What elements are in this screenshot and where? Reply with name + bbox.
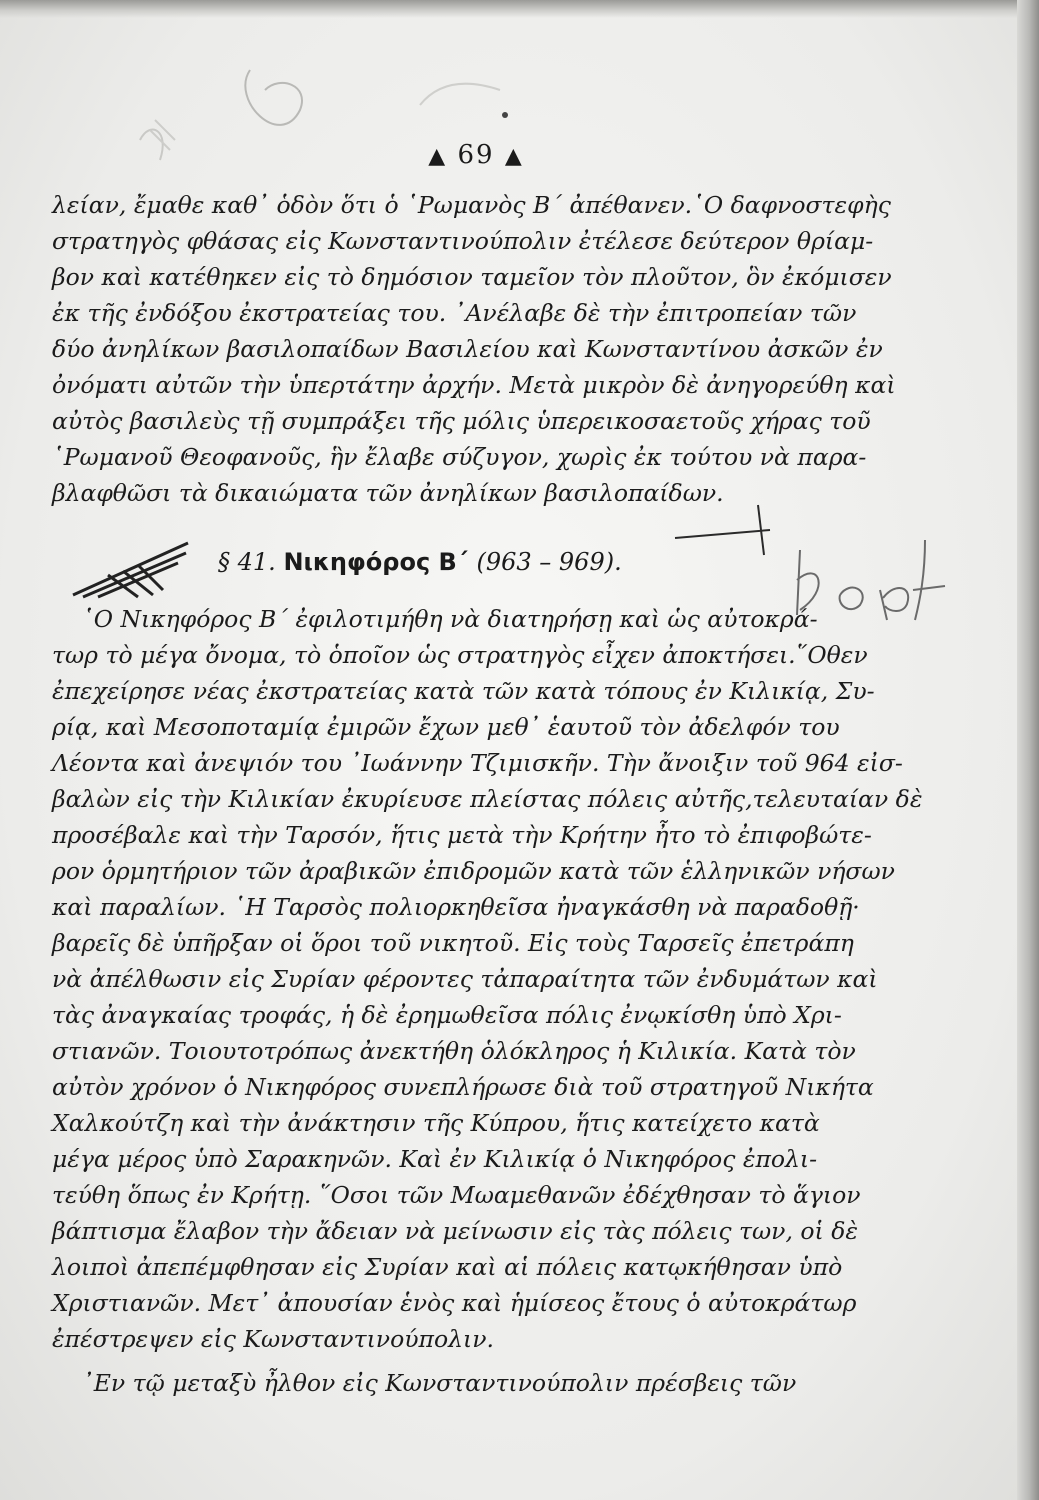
section-heading xyxy=(218,548,622,576)
text-line: καὶ παραλίων. ῾Η Ταρσὸς πολιορκηθεῖσα ἠναγκάσθη νὰ παραδοθῇ· xyxy=(52,893,860,921)
section-years: (963 – 969). xyxy=(476,548,622,576)
text-line: βον καὶ κατέθηκεν εἰς τὸ δημόσιον ταμεῖον τὸν πλοῦτον, ὃν ἐκόμισεν xyxy=(52,263,892,291)
page-number xyxy=(428,140,524,170)
text-line: ἐπέστρεψεν εἰς Κωνσταντινούπολιν. xyxy=(52,1325,494,1353)
text-line: βάπτισμα ἔλαβον τὴν ἄδειαν νὰ μείνωσιν εἰς τὰς πόλεις των, οἱ δὲ xyxy=(52,1217,858,1245)
page-top-edge-shadow xyxy=(0,0,1039,18)
text-line: τεύθη ὅπως ἐν Κρήτῃ. ῞Οσοι τῶν Μωαμεθανῶν ἐδέχθησαν τὸ ἅγιον xyxy=(52,1181,861,1209)
triangle-ornament-right: ▲ xyxy=(504,144,524,169)
text-line: βαλὼν εἰς τὴν Κιλικίαν ἐκυρίευσε πλείστας πόλεις αὐτῆς,τελευταίαν δὲ xyxy=(52,785,923,813)
text-line: προσέβαλε καὶ τὴν Ταρσόν, ἥτις μετὰ τὴν Κρήτην ἦτο τὸ ἐπιφοβώτε- xyxy=(52,821,872,849)
text-line: ρίᾳ, καὶ Μεσοποταμίᾳ ἐμιρῶν ἔχων μεθ᾽ ἑαυτοῦ τὸν ἀδελφόν του xyxy=(52,713,840,741)
pencil-scribble-top-left xyxy=(130,40,330,170)
text-line: λοιποὶ ἀπεπέμφθησαν εἰς Συρίαν καὶ αἱ πόλεις κατῳκήθησαν ὑπὸ xyxy=(52,1253,843,1281)
triangle-ornament-left: ▲ xyxy=(428,144,448,169)
section-title: Νικηφόρος Β´ xyxy=(283,548,469,576)
text-line: ἐκ τῆς ἐνδόξου ἐκστρατείας του. ᾽Ανέλαβε δὲ τὴν ἐπιτροπείαν τῶν xyxy=(52,299,857,327)
section-number: § 41. xyxy=(218,548,276,576)
page-number-value: 69 xyxy=(457,140,495,170)
text-line: βλαφθῶσι τὰ δικαιώματα τῶν ἀνηλίκων βασιλοπαίδων. xyxy=(52,479,724,507)
pencil-hatch-mark xyxy=(68,535,198,605)
text-line: λείαν, ἔμαθε καθ᾽ ὁδὸν ὅτι ὁ ῾Ρωμανὸς Β´ ἀπέθανεν.῾Ο δαφνοστεφὴς xyxy=(52,191,891,219)
text-line: ἐπεχείρησε νέας ἐκστρατείας κατὰ τῶν κατὰ τόπους ἐν Κιλικίᾳ, Συ- xyxy=(52,677,875,705)
text-line: ῾Ο Νικηφόρος Β´ ἐφιλοτιμήθη νὰ διατηρήσῃ καὶ ὡς αὐτοκρά- xyxy=(82,605,818,633)
text-line: ὀνόματι αὐτῶν τὴν ὑπερτάτην ἀρχήν. Μετὰ μικρὸν δὲ ἀνηγορεύθη καὶ xyxy=(52,371,896,399)
text-line: Χαλκούτζη καὶ τὴν ἀνάκτησιν τῆς Κύπρου, ἥτις κατείχετο κατὰ xyxy=(52,1109,820,1137)
text-line: νὰ ἀπέλθωσιν εἰς Συρίαν φέροντες τἀπαραίτητα τῶν ἐνδυμάτων καὶ xyxy=(52,965,878,993)
text-line: στρατηγὸς φθάσας εἰς Κωνσταντινούπολιν ἐτέλεσε δεύτερον θρίαμ- xyxy=(52,227,874,255)
text-line: δύο ἀνηλίκων βασιλοπαίδων Βασιλείου καὶ Κωνσταντίνου ἀσκῶν ἐν xyxy=(52,335,883,363)
text-line: στιανῶν. Τοιουτοτρόπως ἀνεκτήθη ὁλόκληρος ἡ Κιλικία. Κατὰ τὸν xyxy=(52,1037,856,1065)
text-line: τωρ τὸ μέγα ὄνομα, τὸ ὁποῖον ὡς στρατηγὸς εἶχεν ἀποκτήσει.῞Οθεν xyxy=(52,641,868,669)
text-line: μέγα μέρος ὑπὸ Σαρακηνῶν. Καὶ ἐν Κιλικίᾳ ὁ Νικηφόρος ἐπολι- xyxy=(52,1145,818,1173)
text-line: βαρεῖς δὲ ὑπῆρξαν οἱ ὅροι τοῦ νικητοῦ. Εἰς τοὺς Ταρσεῖς ἐπετράπη xyxy=(52,929,854,957)
text-line: αὐτὸν χρόνον ὁ Νικηφόρος συνεπλήρωσε διὰ τοῦ στρατηγοῦ Νικήτα xyxy=(52,1073,874,1101)
text-line: ᾽Εν τῷ μεταξὺ ἦλθον εἰς Κωνσταντινούπολιν πρέσβεις τῶν xyxy=(82,1369,797,1397)
text-line: Χριστιανῶν. Μετ᾽ ἀπουσίαν ἑνὸς καὶ ἡμίσεος ἔτους ὁ αὐτοκράτωρ xyxy=(52,1289,857,1317)
text-line: ῾Ρωμανοῦ Θεοφανοῦς, ἣν ἔλαβε σύζυγον, χωρὶς ἐκ τούτου νὰ παρα- xyxy=(52,443,867,471)
text-line: Λέοντα καὶ ἀνεψιόν του ᾽Ιωάννην Τζιμισκῆν. Τὴν ἄνοιξιν τοῦ 964 εἰσ- xyxy=(52,749,903,777)
pencil-cross-mark xyxy=(670,500,780,560)
text-line: αὐτὸς βασιλεὺς τῇ συμπράξει τῆς μόλις ὑπερεικοσαετοῦς χήρας τοῦ xyxy=(52,407,871,435)
pencil-scribble-top-center xyxy=(410,70,520,130)
text-line: τὰς ἀναγκαίας τροφάς, ἡ δὲ ἐρημωθεῖσα πόλις ἐνῳκίσθη ὑπὸ Χρι- xyxy=(52,1001,842,1029)
text-line: ρον ὁρμητήριον τῶν ἀραβικῶν ἐπιδρομῶν κατὰ τῶν ἑλληνικῶν νήσων xyxy=(52,857,895,885)
page-right-edge-shadow xyxy=(1017,0,1039,1500)
